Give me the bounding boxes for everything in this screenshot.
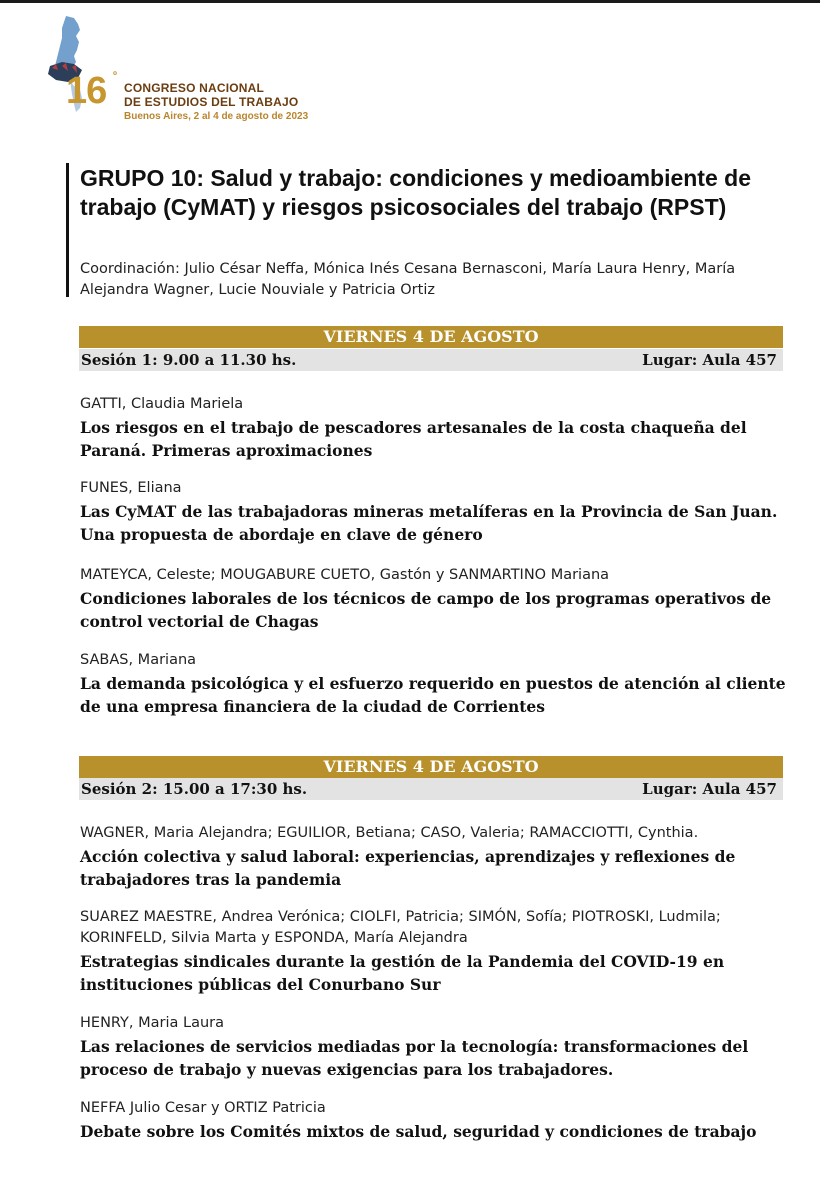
list-item: [80, 650, 800, 718]
session-time: Sesión 2: 15.00 a 17:30 hs.: [81, 780, 308, 798]
list-item: [80, 394, 800, 462]
congress-logo: [44, 16, 344, 122]
entry-author: SUAREZ MAESTRE, Andrea Verónica; CIOLFI, Patricia; SIMÓN, Sofía; PIOTROSKI, Ludmila; KORINFELD, Silvia Marta y ESPONDA, María Alejandra: [80, 909, 721, 946]
session-place: Lugar: Aula 457: [642, 351, 777, 369]
entry-author: SABAS, Mariana: [80, 652, 197, 668]
session-header: [79, 349, 783, 371]
entry-title: Acción colectiva y salud laboral: experiencias, aprendizajes y reflexiones de trabajadores tras la pandemia: [80, 847, 736, 889]
session-header: [79, 778, 783, 800]
day-header: VIERNES 4 DE AGOSTO: [79, 326, 783, 348]
entry-title: Las CyMAT de las trabajadoras mineras metalíferas en la Provincia de San Juan. Una propuesta de abordaje en clave de género: [80, 502, 778, 544]
entry-author: GATTI, Claudia Mariela: [80, 396, 244, 412]
top-border-gap: [820, 0, 839, 3]
entry-author: FUNES, Eliana: [80, 480, 182, 496]
top-border: [0, 0, 839, 3]
edition-ordinal: º: [113, 70, 118, 82]
edition-number: 16: [66, 70, 107, 112]
entry-author: NEFFA Julio Cesar y ORTIZ Patricia: [80, 1100, 326, 1116]
group-title: GRUPO 10: Salud y trabajo: condiciones y medioambiente de trabajo (CyMAT) y riesgos psicosociales del trabajo (RPST): [80, 165, 751, 220]
entry-title: Los riesgos en el trabajo de pescadores artesanales de la costa chaqueña del Paraná. Primeras aproximaciones: [80, 418, 747, 460]
list-item: [80, 823, 800, 891]
logo-line-1: CONGRESO NACIONAL: [124, 81, 265, 95]
day-header: VIERNES 4 DE AGOSTO: [79, 756, 783, 778]
entry-title: La demanda psicológica y el esfuerzo requerido en puestos de atención al cliente de una empresa financiera de la ciudad de Corrientes: [80, 674, 786, 716]
list-item: [80, 1098, 800, 1143]
list-item: [80, 478, 800, 546]
entry-author: HENRY, Maria Laura: [80, 1015, 225, 1031]
entry-title: Las relaciones de servicios mediadas por la tecnología: transformaciones del proceso de trabajo y nuevas exigencias para los trabajadores.: [80, 1037, 749, 1079]
entry-title: Debate sobre los Comités mixtos de salud, seguridad y condiciones de trabajo: [80, 1122, 757, 1141]
list-item: [80, 1013, 800, 1081]
session-time: Sesión 1: 9.00 a 11.30 hs.: [81, 351, 297, 369]
entry-title: Condiciones laborales de los técnicos de campo de los programas operativos de control vectorial de Chagas: [80, 589, 772, 631]
entry-author: MATEYCA, Celeste; MOUGABURE CUETO, Gastón y SANMARTINO Mariana: [80, 567, 610, 583]
entry-author: WAGNER, Maria Alejandra; EGUILIOR, Betiana; CASO, Valeria; RAMACCIOTTI, Cynthia.: [80, 825, 699, 841]
list-item: [80, 565, 800, 633]
coordination: Coordinación: Julio César Neffa, Mónica Inés Cesana Bernasconi, María Laura Henry, María Alejandra Wagner, Lucie Nouviale y Patricia Ortiz: [80, 261, 736, 298]
logo-location-date: Buenos Aires, 2 al 4 de agosto de 2023: [124, 111, 309, 122]
group-accent-bar: [66, 163, 69, 297]
session-place: Lugar: Aula 457: [642, 780, 777, 798]
logo-line-2: DE ESTUDIOS DEL TRABAJO: [124, 95, 299, 109]
list-item: [80, 907, 800, 996]
entry-title: Estrategias sindicales durante la gestión de la Pandemia del COVID-19 en instituciones públicas del Conurbano Sur: [80, 952, 725, 994]
